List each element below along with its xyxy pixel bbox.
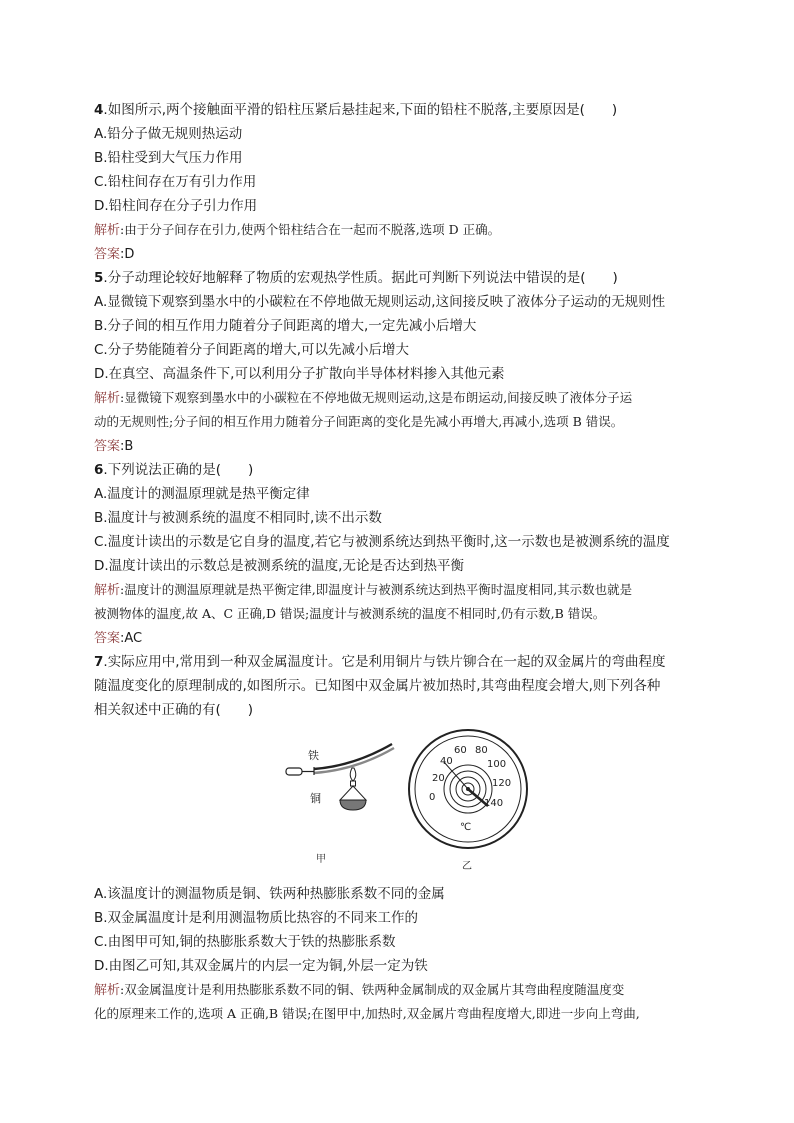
analysis bbox=[94, 578, 704, 603]
answer-text: :AC bbox=[120, 630, 143, 646]
dial-tick: 120 bbox=[492, 777, 512, 789]
bimetal-thermometer-figure bbox=[94, 726, 704, 880]
option-d: D.由图乙可知,其双金属片的内层一定为铜,外层一定为铁 bbox=[94, 957, 428, 974]
analysis-label: 解析 bbox=[94, 390, 121, 406]
dial-tick: 60 bbox=[454, 744, 467, 756]
analysis bbox=[94, 386, 704, 411]
option-c: C.由图甲可知,铜的热膨胀系数大于铁的热膨胀系数 bbox=[94, 933, 396, 950]
figure-a-strip bbox=[286, 744, 394, 810]
answer bbox=[94, 435, 704, 458]
alcohol-lamp bbox=[340, 768, 366, 810]
answer-text: :B bbox=[120, 438, 134, 454]
analysis-text: :由于分子间存在引力,使两个铅柱结合在一起而不脱落,选项 D 正确。 bbox=[120, 222, 501, 237]
label-copper: 铜 bbox=[310, 791, 321, 805]
question-7-stem-continued: 随温度变化的原理制成的,如图所示。已知图中双金属片被加热时,其弯曲程度会增大,则下列各种 bbox=[94, 677, 661, 694]
question-number: 4 bbox=[94, 102, 104, 118]
option-c: C.温度计读出的示数是它自身的温度,若它与被测系统达到热平衡时,这一示数也是被测系统的温度 bbox=[94, 533, 670, 550]
question-number: 7 bbox=[94, 653, 104, 670]
label-figure-a: 甲 bbox=[316, 853, 326, 865]
option-d: D.铅柱间存在分子引力作用 bbox=[94, 198, 258, 214]
analysis-label: 解析 bbox=[94, 582, 121, 598]
question-text: .分子动理论较好地解释了物质的宏观热学性质。据此可判断下列说法中错误的是( ) bbox=[103, 269, 618, 286]
option-a: A.温度计的测温原理就是热平衡定律 bbox=[94, 485, 310, 502]
dial-unit: ℃ bbox=[460, 821, 472, 833]
dial-tick: 100 bbox=[487, 758, 507, 770]
analysis bbox=[94, 978, 704, 1003]
analysis-continued: 化的原理来工作的,选项 A 正确,B 错误;在图甲中,加热时,双金属片弯曲程度增大,即进一步向上弯曲, bbox=[94, 1006, 640, 1021]
dial-tick: 140 bbox=[484, 797, 504, 809]
analysis-text: :温度计的测温原理就是热平衡定律,即温度计与被测系统达到热平衡时温度相同,其示数也就是 bbox=[120, 581, 633, 597]
option-b: B.双金属温度计是利用测温物质比热容的不同来工作的 bbox=[94, 909, 419, 926]
dial-thermometer bbox=[409, 730, 527, 848]
answer-label: 答案 bbox=[94, 246, 121, 262]
question-7-stem-continued: 相关叙述中正确的有( ) bbox=[94, 701, 254, 718]
answer-label: 答案 bbox=[94, 630, 121, 646]
analysis-continued: 被测物体的温度,故 A、C 正确,D 错误;温度计与被测系统的温度不相同时,仍有示数,B 错误。 bbox=[94, 606, 606, 621]
option-a: A.铅分子做无规则热运动 bbox=[94, 126, 243, 142]
document-page bbox=[94, 98, 704, 1027]
label-iron: 铁 bbox=[308, 748, 319, 762]
question-number: 6 bbox=[94, 461, 104, 478]
question-7-stem bbox=[94, 650, 704, 674]
question-6-stem bbox=[94, 458, 704, 482]
question-text: .实际应用中,常用到一种双金属温度计。它是利用铜片与铁片铆合在一起的双金属片的弯曲程度 bbox=[103, 653, 666, 670]
option-c: C.铅柱间存在万有引力作用 bbox=[94, 174, 257, 190]
option-b: B.温度计与被测系统的温度不相同时,读不出示数 bbox=[94, 509, 382, 526]
label-figure-b: 乙 bbox=[462, 860, 472, 872]
option-a: A.显微镜下观察到墨水中的小碳粒在不停地做无规则运动,这间接反映了液体分子运动的无规则性 bbox=[94, 293, 666, 310]
answer-text: :D bbox=[120, 246, 135, 262]
analysis-label: 解析 bbox=[94, 223, 121, 238]
option-b: B.铅柱受到大气压力作用 bbox=[94, 150, 243, 166]
option-b: B.分子间的相互作用力随着分子间距离的增大,一定先减小后增大 bbox=[94, 317, 477, 334]
dial-tick: 80 bbox=[475, 744, 488, 756]
question-text: .下列说法正确的是( ) bbox=[103, 461, 254, 478]
option-d: D.在真空、高温条件下,可以利用分子扩散向半导体材料掺入其他元素 bbox=[94, 365, 505, 382]
answer-label: 答案 bbox=[94, 438, 121, 454]
question-text: .如图所示,两个接触面平滑的铅柱压紧后悬挂起来,下面的铅柱不脱落,主要原因是( ) bbox=[103, 102, 618, 118]
question-5-stem bbox=[94, 266, 704, 290]
answer bbox=[94, 627, 704, 650]
dial-tick: 20 bbox=[432, 772, 445, 784]
analysis-text: :双金属温度计是利用热膨胀系数不同的铜、铁两种金属制成的双金属片其弯曲程度随温度变 bbox=[120, 981, 625, 997]
analysis-continued: 动的无规则性;分子间的相互作用力随着分子间距离的变化是先减小再增大,再减小,选项 B 错误。 bbox=[94, 414, 624, 429]
analysis-label: 解析 bbox=[94, 982, 121, 998]
option-d: D.温度计读出的示数总是被测系统的温度,无论是否达到热平衡 bbox=[94, 557, 464, 574]
analysis-text: :显微镜下观察到墨水中的小碳粒在不停地做无规则运动,这是布朗运动,间接反映了液体分子运 bbox=[120, 389, 633, 405]
dial-tick: 0 bbox=[429, 791, 436, 803]
option-c: C.分子势能随着分子间距离的增大,可以先减小后增大 bbox=[94, 341, 410, 358]
strip-handle bbox=[286, 768, 302, 775]
question-4-stem bbox=[94, 98, 704, 122]
answer bbox=[94, 243, 704, 266]
question-number: 5 bbox=[94, 269, 104, 286]
option-a: A.该温度计的测温物质是铜、铁两种热膨胀系数不同的金属 bbox=[94, 885, 445, 902]
figure-svg bbox=[274, 726, 534, 876]
dial-tick: 40 bbox=[440, 755, 453, 767]
analysis bbox=[94, 218, 704, 243]
